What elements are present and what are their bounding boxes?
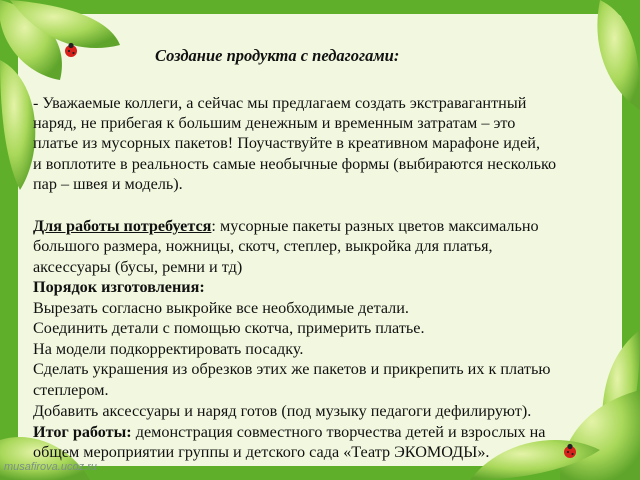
intro-line: пар – швея и модель). xyxy=(33,175,183,193)
leaf-icon xyxy=(0,60,35,190)
result-line: общем мероприятии группы и детского сада «Театр ЭКОМОДЫ». xyxy=(33,443,490,461)
procedure-step: степлером. xyxy=(33,381,109,399)
leaf-icon xyxy=(597,0,640,110)
result-text: демонстрация совместного творчества детей и взрослых на xyxy=(131,423,546,441)
procedure-step: Сделать украшения из обрезков этих же пакетов и прикрепить их к платью xyxy=(33,360,551,378)
materials-line: большого размера, ножницы, скотч, степлер, выкройка для платья, xyxy=(33,237,493,255)
materials-line xyxy=(33,216,603,236)
procedure-step: На модели подкорректировать посадку. xyxy=(33,340,304,358)
materials-label: Для работы потребуется xyxy=(33,217,212,235)
materials-text: : мусорные пакеты разных цветов максимально xyxy=(211,217,539,235)
intro-line: наряд, не прибегая к большим денежным и временным затратам – это xyxy=(33,114,516,132)
slide-title: Создание продукта с педагогами: xyxy=(155,46,400,65)
intro-line: - Уважаемые коллеги, а сейчас мы предлагаем создать экстравагантный xyxy=(33,94,527,112)
procedure-step: Соединить детали с помощью скотча, примерить платье. xyxy=(33,319,425,337)
result-label: Итог работы: xyxy=(33,423,132,441)
result-line xyxy=(33,422,603,442)
watermark: musafirova.ucoz.ru xyxy=(4,461,97,473)
procedure-step: Добавить аксессуары и наряд готов (под музыку педагоги дефилируют). xyxy=(33,402,532,420)
procedure-label: Порядок изготовления: xyxy=(33,278,205,296)
materials-line: аксессуары (бусы, ремни и тд) xyxy=(33,258,243,276)
procedure-step: Вырезать согласно выкройке все необходимые детали. xyxy=(33,299,409,317)
intro-line: платье из мусорных пакетов! Поучаствуйте в креативном марафоне идей, xyxy=(33,134,540,152)
intro-line: и воплотите в реальность самые необычные формы (выбираются несколько xyxy=(33,155,557,173)
